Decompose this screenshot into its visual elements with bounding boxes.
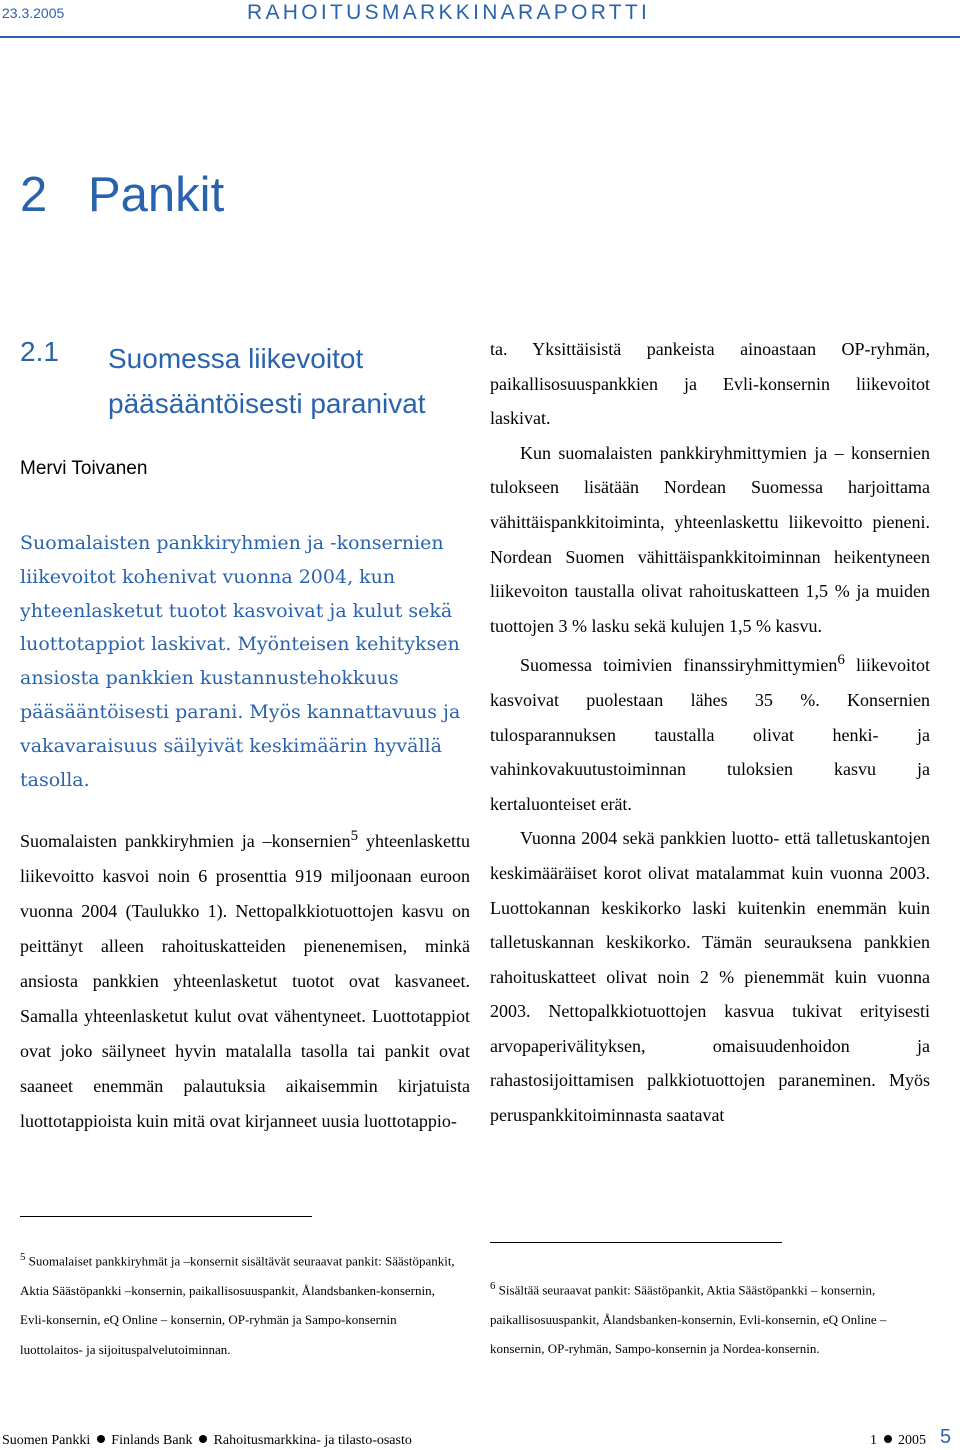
author-name: Mervi Toivanen bbox=[20, 458, 148, 479]
page-number: 5 bbox=[940, 1426, 952, 1448]
footer-publisher: Suomen Pankki Finlands Bank Rahoitusmarkkina- ja tilasto-osasto bbox=[2, 1433, 412, 1448]
body-paragraph: Suomessa toimivien finanssiryhmittymien$^6$ liikevoitot kasvoivat puolestaan lähes 35 %. Konsernien tulosparannuksen taustalla olivat henki- ja vahinkovakuutustoiminnan tuloksien kasvu ja kertaluonteiset erät. bbox=[490, 652, 930, 814]
section-number: 2.1 bbox=[20, 336, 59, 367]
footnote-5: $^5$ Suomalaiset pankkiryhmät ja –konsernit sisältävät seuraavat pankit: Säästöpankit, Aktia Säästöpankki –konsernin, paikallisosuuspankit, Ålandsbanken-konsernin, Evli-konsernin, eQ Online – konsernin, OP-ryhmän ja Sampo-konsernin luottolaitos- ja sijoituspalvelutoiminnan. bbox=[20, 1251, 455, 1357]
bullet-icon bbox=[97, 1435, 105, 1443]
header-date: 23.3.2005 bbox=[2, 5, 65, 21]
bullet-icon bbox=[199, 1435, 207, 1443]
right-column-body bbox=[490, 332, 930, 1133]
header-rule bbox=[0, 36, 960, 38]
body-paragraph: ta. Yksittäisistä pankeista ainoastaan OP-ryhmän, paikallisosuuspankkien ja Evli-konsernin liikevoitot laskivat. bbox=[490, 339, 930, 429]
body-paragraph: Kun suomalaisten pankkiryhmittymien ja – konsernien tulokseen lisätään Nordean Suomessa harjoittama vähittäispankkitoiminta, yhteenlaskettu liikevoitto pieneni. Nordean Suomen vähittäispankkitoiminnan heikentyneen liikevoiton taustalla olivat rahoituskatteen 1,5 % ja muiden tuottojen 3 % lasku sekä kulujen 1,5 % kasvu. bbox=[490, 442, 930, 636]
lead-paragraph: Suomalaisten pankkiryhmien ja -konsernien liikevoitot kohenivat vuonna 2004, kun yhteenlasketut tuotot kasvoivat ja kulut sekä luottotappiot laskivat. Myönteisen kehityksen ansiosta pankkien kustannustehokkuus pääsääntöisesti parani. Myös kannattavuus ja vakavaraisuus säilyivät keskimäärin hyvällä tasolla. bbox=[20, 532, 461, 791]
bullet-icon bbox=[884, 1435, 892, 1443]
header-title: RAHOITUSMARKKINARAPORTTI bbox=[247, 1, 651, 24]
body-paragraph: Vuonna 2004 sekä pankkien luotto- että talletuskantojen keskimääräiset korot olivat matalammat kuin vuonna 2003. Luottokannan keskikorko laski kuitenkin enemmän kuin talletuskannan keskikorko. Tämän seurauksena pankkien rahoituskatteet olivat noin 2 % pienemmät kuin vuonna 2003. Nettopalkkiotuottojen kasvua tukivat erityisesti arvopaperivälityksen, omaisuudenhoidon ja rahastosijoittamisen palkkiotuottojen paraneminen. Myös peruspankkitoiminnasta saatavat bbox=[490, 828, 930, 1126]
footer-issue: 1 2005 bbox=[870, 1433, 926, 1448]
body-paragraph: Suomalaisten pankkiryhmien ja –konsernien$^5$ yhteenlaskettu liikevoitto kasvoi noin 6 prosenttia 919 miljoonaan euroon vuonna 2004 (Taulukko 1). Nettopalkkiotuottojen kasvu on peittänyt alleen rahoituskatteiden pienenemisen, minkä ansiosta pankkien yhteenlasketut tuotot ovat kasvaneet. Samalla yhteenlasketut kulut ovat vähentyneet. Luottotappiot ovat joko säilyneet hyvin matalalla tasolla tai pankit ovat saaneet enemmän palautuksia aikaisemmin kirjatuista luottotappioista kuin mitä ovat kirjanneet uusia luottotappio- bbox=[20, 828, 471, 1131]
chapter-title: Pankit bbox=[88, 168, 225, 222]
left-column-body bbox=[20, 819, 470, 1139]
footnote-ref-6: 6 bbox=[837, 652, 845, 669]
section-title: Suomessa liikevoitot pääsääntöisesti paranivat bbox=[108, 343, 426, 419]
chapter-heading bbox=[20, 167, 224, 223]
footnote-6: $^6$ Sisältää seuraavat pankit: Säästöpankit, Aktia Säästöpankki – konsernin, paikallisosuuspankit, Ålandsbanken-konsernin, Evli-konsernin, eQ Online –konsernin, OP-ryhmän, Sampo-konsernin ja Nordea-konsernin. bbox=[490, 1280, 887, 1357]
chapter-number: 2 bbox=[20, 168, 48, 222]
footnote-rule-right bbox=[490, 1242, 782, 1243]
footnote-rule-left bbox=[20, 1216, 312, 1217]
footnote-ref-5: 5 bbox=[350, 828, 359, 844]
